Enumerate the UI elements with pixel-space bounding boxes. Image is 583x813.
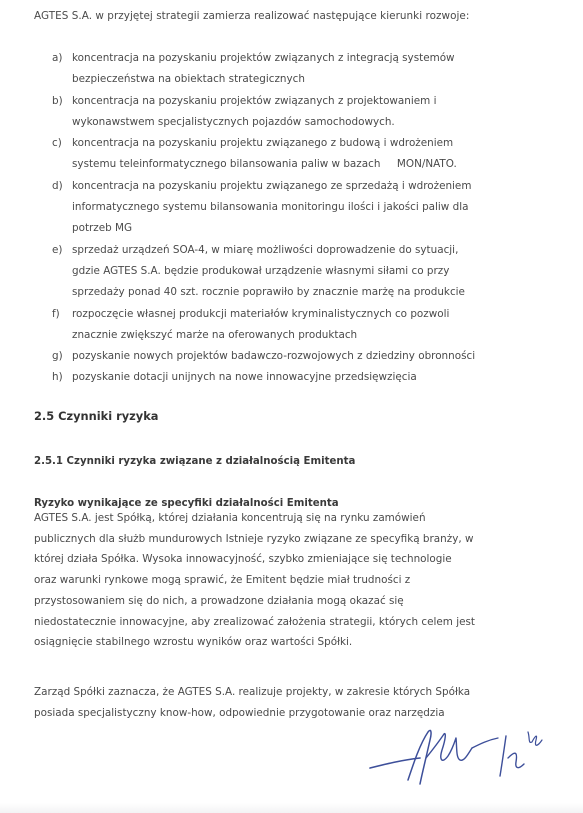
intro-text: AGTES S.A. w przyjętej strategii zamierza realizować następujące kierunki rozwoje:: [34, 10, 470, 22]
paragraph-line: Zarząd Spółki zaznacza, że AGTES S.A. realizuje projekty, w zakresie których Spółka: [34, 686, 471, 698]
list-line: koncentracja na pozyskaniu projektu związanego ze sprzedażą i wdrożeniem: [72, 179, 472, 192]
section-heading: 2.5 Czynniki ryzyka: [34, 409, 159, 423]
paragraph-line: niedostatecznie innowacyjne, aby zrealizować założenia strategii, których celem jest: [34, 615, 475, 628]
list-line: koncentracja na pozyskaniu projektów związanych z integracją systemów: [72, 52, 455, 64]
list-marker: h): [52, 371, 63, 384]
signature-stroke: [426, 734, 472, 761]
list-line: koncentracja na pozyskaniu projektu związanego z budową i wdrożeniem: [72, 137, 454, 150]
list-item: [52, 133, 572, 176]
signature-stroke: [500, 736, 524, 776]
paragraph-line: posiada specjalistyczny know-how, odpowiednie przygotowanie oraz narzędzia: [34, 706, 445, 719]
paragraph-line: osiągnięcie stabilnego wzrostu wyników oraz wartości Spółki.: [34, 636, 353, 649]
list-item: [52, 176, 572, 240]
list-item: [52, 346, 572, 367]
signature-stroke: [408, 730, 431, 784]
list-line: bezpieczeństwa na obiektach strategicznych: [72, 73, 305, 86]
list-item: [52, 91, 572, 134]
paragraph-line: przystosowaniem się do nich, a prowadzone działania mogą okazać się: [34, 594, 404, 607]
list-line: systemu teleinformatycznego bilansowania paliw w bazach MON/NATO.: [72, 158, 457, 171]
list-line: znacznie zwiększyć marże na oferowanych produktach: [72, 328, 358, 341]
signature-stroke: [472, 738, 498, 748]
handwritten-signatures: [368, 718, 548, 796]
list-line: sprzedaż urządzeń SOA-4, w miarę możliwości doprowadzenie do sytuacji,: [72, 243, 459, 256]
list-line: rozpoczęcie własnej produkcji materiałów kryminalistycznych co pozwoli: [72, 307, 450, 320]
subsection-heading: 2.5.1 Czynniki ryzyka związane z działalnością Emitenta: [34, 456, 356, 467]
list-line: gdzie AGTES S.A. będzie produkował urządzenie własnymi siłami co przy: [72, 264, 450, 277]
list-line: pozyskanie dotacji unijnych na nowe innowacyjne przedsięwzięcia: [72, 371, 417, 384]
signature-stroke: [528, 732, 542, 745]
paragraph-line: której działa Spółka. Wysoka innowacyjność, szybko zmieniające się technologie: [34, 553, 452, 566]
list-line: sprzedaży ponad 40 szt. rocznie poprawiło by znacznie marżę na produkcie: [72, 286, 465, 299]
scan-edge-shade: [0, 803, 583, 813]
list-line: potrzeb MG: [72, 222, 133, 235]
list-item: [52, 367, 572, 388]
list-item: [52, 304, 572, 347]
list-marker: f): [52, 307, 60, 320]
list-line: pozyskanie nowych projektów badawczo-rozwojowych z dziedziny obronności: [72, 350, 476, 363]
list-marker: e): [52, 243, 63, 256]
list-marker: c): [52, 137, 62, 150]
list-marker: g): [52, 350, 63, 363]
paragraph-line: oraz warunki rynkowe mogą sprawić, że Emitent będzie miał trudności z: [34, 574, 411, 587]
list-item: [52, 48, 572, 91]
list-item: [52, 240, 572, 304]
list-line: wykonawstwem specjalistycznych pojazdów samochodowych.: [72, 115, 395, 128]
paragraph-line: AGTES S.A. jest Spółką, której działania koncentrują się na rynku zamówień: [34, 512, 426, 524]
list-marker: d): [52, 179, 63, 192]
strategy-list: [52, 48, 572, 389]
paragraph-line: publicznych dla służb mundurowych Istnieje ryzyko związane ze specyfiką branży, w: [34, 532, 474, 545]
list-line: informatycznego systemu bilansowania monitoringu ilości i jakości paliw dla: [72, 201, 469, 214]
list-line: koncentracja na pozyskaniu projektów związanych z projektowaniem i: [72, 94, 437, 107]
risk-paragraph: [34, 508, 554, 653]
list-marker: a): [52, 52, 63, 64]
risk-heading: Ryzyko wynikające ze specyfiki działalności Emitenta: [34, 498, 339, 509]
list-marker: b): [52, 94, 63, 107]
